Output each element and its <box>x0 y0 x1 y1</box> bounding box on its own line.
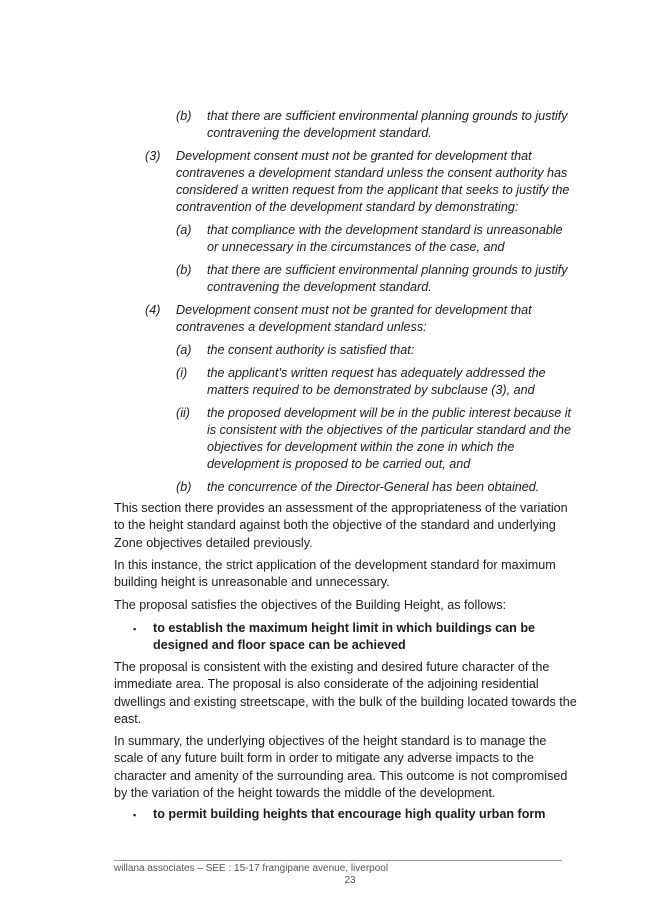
clause-text-line: that compliance with the development standard is unreasonable <box>207 223 563 237</box>
body-paragraph <box>114 597 564 614</box>
bullet-marker: ▪ <box>133 810 137 820</box>
clause-text-line: or unnecessary in the circumstances of the case, and <box>207 240 505 254</box>
clause-label: (b) <box>176 263 192 277</box>
paragraph-line: by the variation of the height towards the middle of the development. <box>114 786 496 801</box>
paragraph-line: to the height standard against both the objective of the standard and underlying <box>114 518 556 533</box>
footer-divider <box>114 860 562 861</box>
clause-label: (a) <box>176 343 192 357</box>
bullet-text-line: to permit building heights that encourage high quality urban form <box>153 807 546 821</box>
paragraph-line: character and amenity of the surrounding area. This outcome is not compromised <box>114 768 568 783</box>
bullet-text-line: designed and floor space can be achieved <box>153 638 406 652</box>
clause-text-line: matters required to be demonstrated by subclause (3), and <box>207 383 535 397</box>
clause-label: (3) <box>145 149 161 163</box>
clause-label: (ii) <box>176 406 190 420</box>
footer-text: willana associates – SEE : 15-17 frangipane avenue, liverpool <box>114 863 389 874</box>
paragraph-line: scale of any future built form in order to mitigate any adverse impacts to the <box>114 751 534 766</box>
paragraph-line: immediate area. The proposal is also considerate of the adjoining residential <box>114 677 539 692</box>
bullet-text-line: to establish the maximum height limit in which buildings can be <box>153 621 536 635</box>
clause-text-line: the proposed development will be in the public interest because it <box>207 406 572 420</box>
paragraph-line: The proposal is consistent with the existing and desired future character of the <box>114 660 550 674</box>
clause-text-line: contravenes a development standard unless the consent authority has <box>176 166 568 180</box>
clause-label: (4) <box>145 303 161 317</box>
clause-text-line: the consent authority is satisfied that: <box>207 343 415 357</box>
clause-text-line: the concurrence of the Director-General has been obtained. <box>207 480 540 494</box>
clause-label: (b) <box>176 480 192 494</box>
clause-text-line: contravenes a development standard unless: <box>176 320 427 334</box>
clause-text-line: Development consent must not be granted for development that <box>176 303 532 317</box>
paragraph-line: Zone objectives detailed previously. <box>114 535 313 550</box>
clause-text-line: contravening the development standard. <box>207 280 432 294</box>
paragraph-line: This section there provides an assessment of the appropriateness of the variation <box>114 501 568 515</box>
clause-text-line: considered a written request from the applicant that seeks to justify the <box>176 183 570 197</box>
body-paragraph <box>114 500 568 552</box>
clause-text-line: objectives for development within the zone in which the <box>207 440 515 454</box>
clause-text-line: contravening the development standard. <box>207 126 432 140</box>
clause-text-line: that there are sufficient environmental planning grounds to justify <box>207 109 568 123</box>
clause-label: (i) <box>176 366 188 380</box>
clause-text-line: is consistent with the objectives of the particular standard and the <box>207 423 572 437</box>
paragraph-line: east. <box>114 712 142 727</box>
paragraph-line: The proposal satisfies the objectives of the Building Height, as follows: <box>114 598 507 612</box>
body-paragraph <box>114 659 577 729</box>
clause-text-line: Development consent must not be granted for development that <box>176 149 532 163</box>
clause-text-line: contravention of the development standard by demonstrating: <box>176 200 519 214</box>
clause-text-line: that there are sufficient environmental planning grounds to justify <box>207 263 568 277</box>
body-paragraph <box>114 733 568 803</box>
bullet-marker: ▪ <box>133 624 137 634</box>
paragraph-line: In summary, the underlying objectives of the height standard is to manage the <box>114 734 547 748</box>
clause-label: (b) <box>176 109 192 123</box>
clause-text-line: the applicant’s written request has adequately addressed the <box>207 366 546 380</box>
clause-text-line: development is proposed to be carried out, and <box>207 457 471 471</box>
paragraph-line: dwellings and existing streetscape, with the bulk of the building located towards the <box>114 694 577 709</box>
page-number: 23 <box>344 875 356 886</box>
clause-label: (a) <box>176 223 192 237</box>
paragraph-line: building height is unreasonable and unnecessary. <box>114 575 390 590</box>
body-paragraph <box>114 557 564 592</box>
paragraph-line: In this instance, the strict application of the development standard for maximum <box>114 558 556 572</box>
